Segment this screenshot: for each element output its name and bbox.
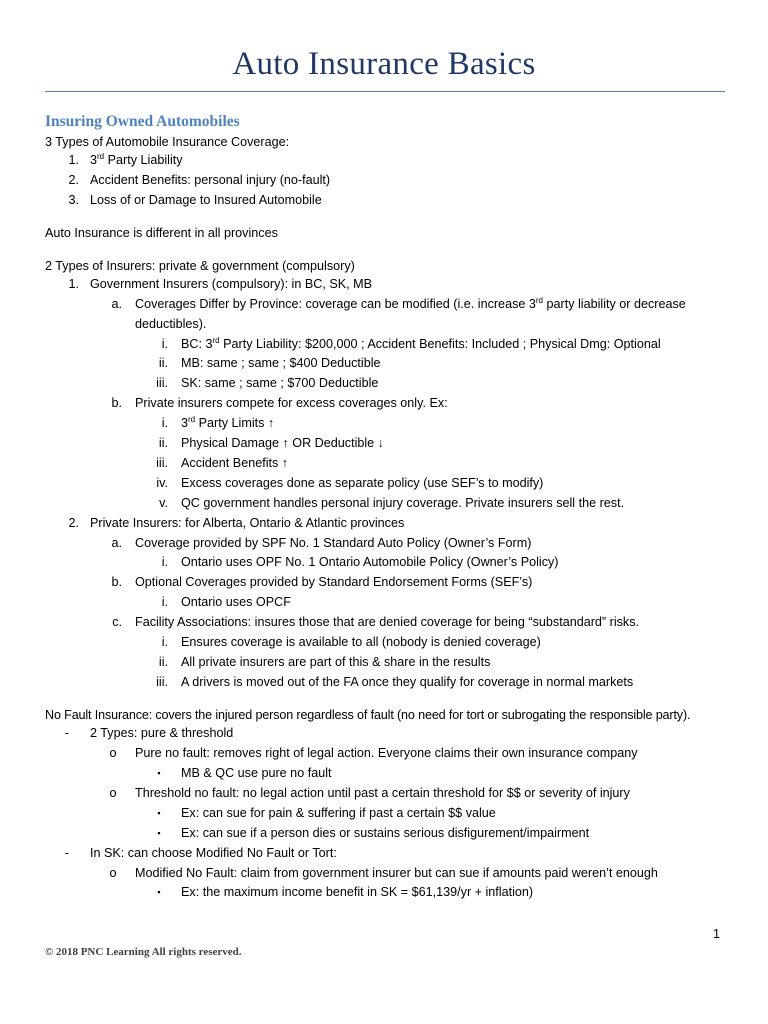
list-marker: ii. xyxy=(158,655,168,669)
square-item xyxy=(45,823,745,843)
numbered-item xyxy=(45,170,745,190)
list-text: Ex: can sue for pain & suffering if past a certain $$ value xyxy=(181,806,496,820)
body-line xyxy=(45,705,690,725)
body-line xyxy=(45,132,289,152)
list-text: Pure no fault: removes right of legal action. Everyone claims their own insurance company xyxy=(135,746,638,760)
roman-item xyxy=(45,592,745,612)
lettered-item xyxy=(45,572,745,592)
circle-item xyxy=(45,863,745,883)
list-text: Government Insurers (compulsory): in BC, SK, MB xyxy=(90,277,373,291)
list-marker: b. xyxy=(111,396,122,410)
line-text: 3 Types of Automobile Insurance Coverage: xyxy=(45,135,290,149)
line-text: deductibles). xyxy=(135,317,207,331)
line-text: Auto Insurance is different in all provinces xyxy=(45,226,278,240)
list-text: Ontario uses OPCF xyxy=(181,595,291,609)
list-marker: a. xyxy=(111,297,122,311)
list-marker: o xyxy=(109,786,117,800)
list-marker: ▪ xyxy=(157,808,161,818)
list-marker: a. xyxy=(111,536,122,550)
lettered-item xyxy=(45,533,745,553)
list-text: All private insurers are part of this & share in the results xyxy=(181,655,491,669)
list-marker: i. xyxy=(161,595,168,609)
list-marker: iii. xyxy=(156,675,168,689)
list-text: Loss of or Damage to Insured Automobile xyxy=(90,193,322,207)
list-text: Modified No Fault: claim from government insurer but can sue if amounts paid weren’t enough xyxy=(135,866,658,880)
list-marker: o xyxy=(109,866,117,880)
list-text: Private Insurers: for Alberta, Ontario & Atlantic provinces xyxy=(90,516,405,530)
list-marker: i. xyxy=(161,555,168,569)
list-marker: 2. xyxy=(68,516,79,530)
list-text: In SK: can choose Modified No Fault or Tort: xyxy=(90,846,337,860)
page-number: 1 xyxy=(713,927,721,941)
list-marker: c. xyxy=(112,615,122,629)
list-text: Excess coverages done as separate policy (use SEF’s to modify) xyxy=(181,476,544,490)
list-text: MB: same ; same ; $400 Deductible xyxy=(181,356,381,370)
roman-item xyxy=(45,353,745,373)
body-line xyxy=(45,223,278,243)
list-text: 2 Types: pure & threshold xyxy=(90,726,234,740)
dash-item xyxy=(45,843,745,863)
list-marker: 1. xyxy=(68,153,79,167)
roman-item xyxy=(45,652,745,672)
list-marker: 2. xyxy=(68,173,79,187)
list-text: A drivers is moved out of the FA once they qualify for coverage in normal markets xyxy=(181,675,634,689)
list-text: BC: 3rd Party Liability: $200,000 ; Accident Benefits: Included ; Physical Dmg: Optional xyxy=(181,336,661,351)
list-text: QC government handles personal injury coverage. Private insurers sell the rest. xyxy=(181,496,625,510)
list-marker: - xyxy=(64,846,70,860)
list-text: SK: same ; same ; $700 Deductible xyxy=(181,376,379,390)
copyright-footer: © 2018 PNC Learning All rights reserved. xyxy=(45,946,242,958)
roman-item xyxy=(45,433,745,453)
lettered-item xyxy=(45,393,745,413)
body-line xyxy=(45,256,355,276)
list-text: 3rd Party Limits ↑ xyxy=(181,415,275,430)
list-marker: - xyxy=(64,726,70,740)
wrapped-line xyxy=(135,314,206,334)
square-item xyxy=(45,763,745,783)
lettered-item xyxy=(45,294,745,314)
list-text: Facility Associations: insures those that are denied coverage for being “substandard” risks. xyxy=(135,615,640,629)
list-marker: ▪ xyxy=(157,768,161,778)
dash-item xyxy=(45,723,745,743)
list-marker: iii. xyxy=(156,456,168,470)
roman-item xyxy=(45,413,745,433)
list-marker: ii. xyxy=(158,436,168,450)
list-text: 3rd Party Liability xyxy=(90,152,183,167)
list-marker: iv. xyxy=(156,476,168,490)
roman-item xyxy=(45,552,745,572)
roman-item xyxy=(45,334,745,354)
numbered-item xyxy=(45,190,745,210)
circle-item xyxy=(45,783,745,803)
list-marker: 1. xyxy=(68,277,79,291)
numbered-item xyxy=(45,513,745,533)
list-text: Private insurers compete for excess coverages only. Ex: xyxy=(135,396,448,410)
list-marker: ▪ xyxy=(157,887,161,897)
list-marker: i. xyxy=(161,337,168,351)
list-text: Accident Benefits: personal injury (no-fault) xyxy=(90,173,331,187)
roman-item xyxy=(45,672,745,692)
roman-item xyxy=(45,453,745,473)
numbered-item xyxy=(45,150,745,170)
list-marker: ii. xyxy=(158,356,168,370)
list-text: Threshold no fault: no legal action until past a certain threshold for $$ or severity of injury xyxy=(135,786,630,800)
list-text: MB & QC use pure no fault xyxy=(181,766,332,780)
list-text: Ensures coverage is available to all (nobody is denied coverage) xyxy=(181,635,541,649)
circle-item xyxy=(45,743,745,763)
roman-item xyxy=(45,493,745,513)
list-marker: ▪ xyxy=(157,828,161,838)
roman-item xyxy=(45,373,745,393)
square-item xyxy=(45,803,745,823)
list-text: Ex: can sue if a person dies or sustains serious disfigurement/impairment xyxy=(181,826,590,840)
list-marker: v. xyxy=(159,496,168,510)
list-text: Ex: the maximum income benefit in SK = $61,139/yr + inflation) xyxy=(181,885,534,899)
list-marker: iii. xyxy=(156,376,168,390)
list-marker: o xyxy=(109,746,117,760)
document-title: Auto Insurance Basics xyxy=(232,46,536,82)
list-text: Accident Benefits ↑ xyxy=(181,456,289,470)
numbered-item xyxy=(45,274,745,294)
roman-item xyxy=(45,473,745,493)
section-heading: Insuring Owned Automobiles xyxy=(45,113,240,130)
list-marker: 3. xyxy=(68,193,79,207)
title-underline xyxy=(45,91,725,92)
roman-item xyxy=(45,632,745,652)
square-item xyxy=(45,882,745,902)
line-text: No Fault Insurance: covers the injured person regardless of fault (no need for tort or subrogating the responsible party). xyxy=(45,708,691,722)
list-text: Coverage provided by SPF No. 1 Standard Auto Policy (Owner’s Form) xyxy=(135,536,532,550)
list-text: Physical Damage ↑ OR Deductible ↓ xyxy=(181,436,384,450)
lettered-item xyxy=(45,612,745,632)
line-text: 2 Types of Insurers: private & government (compulsory) xyxy=(45,259,355,273)
list-marker: i. xyxy=(161,416,168,430)
list-text: Ontario uses OPF No. 1 Ontario Automobile Policy (Owner’s Policy) xyxy=(181,555,559,569)
list-marker: b. xyxy=(111,575,122,589)
list-marker: i. xyxy=(161,635,168,649)
list-text: Optional Coverages provided by Standard Endorsement Forms (SEF’s) xyxy=(135,575,533,589)
list-text: Coverages Differ by Province: coverage can be modified (i.e. increase 3rd party liability or decrease xyxy=(135,296,686,311)
